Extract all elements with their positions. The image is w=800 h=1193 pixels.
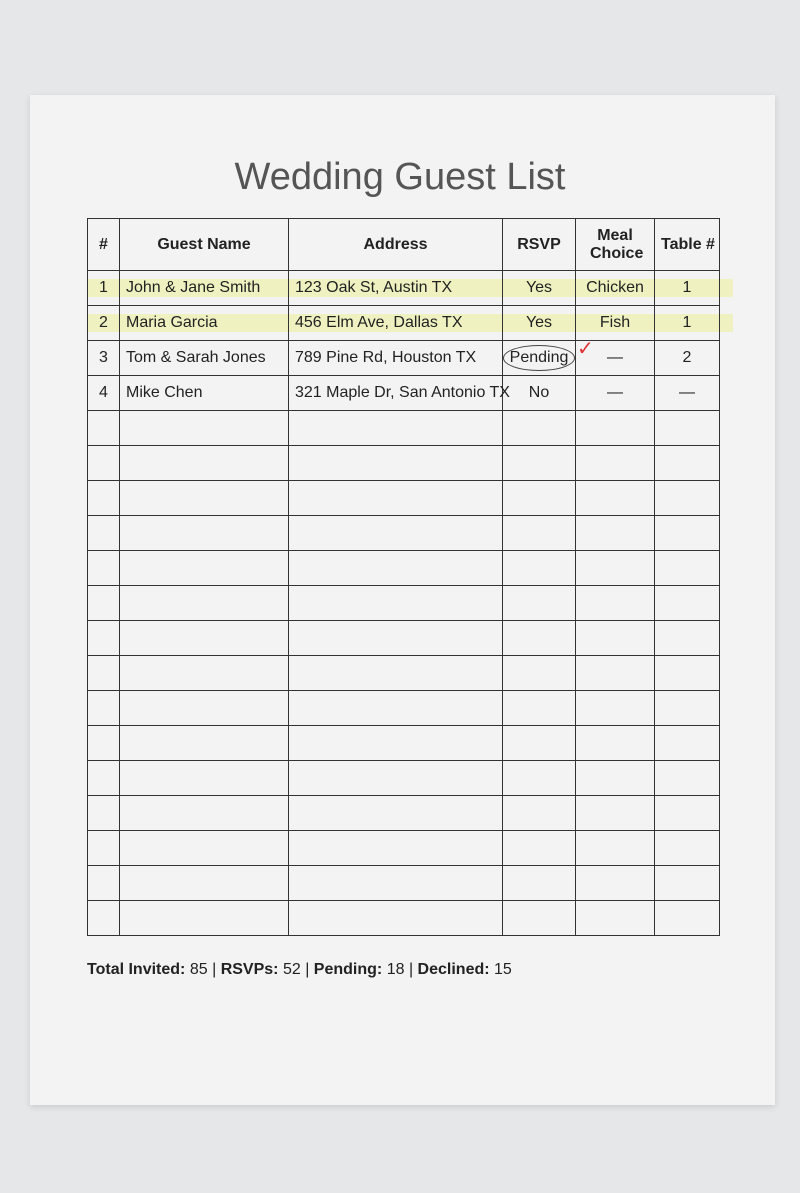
pending-value: 18 — [386, 961, 405, 978]
empty-cell — [576, 656, 655, 691]
empty-row — [88, 481, 720, 516]
empty-cell — [120, 656, 289, 691]
empty-cell — [88, 761, 120, 796]
empty-row — [88, 866, 720, 901]
separator: | — [408, 961, 414, 978]
empty-cell — [289, 901, 503, 936]
empty-cell — [503, 656, 576, 691]
cell-rsvp — [503, 376, 576, 411]
empty-cell — [120, 691, 289, 726]
empty-row — [88, 796, 720, 831]
empty-cell — [503, 726, 576, 761]
document-title: Wedding Guest List — [234, 156, 566, 198]
num-text: 4 — [99, 384, 108, 401]
empty-cell — [120, 621, 289, 656]
circled-rsvp: Pending — [503, 345, 576, 371]
cell-meal — [576, 271, 655, 306]
name-text: Mike Chen — [126, 384, 203, 401]
empty-cell — [503, 516, 576, 551]
cell-name — [120, 341, 289, 376]
empty-cell — [503, 796, 576, 831]
empty-cell — [289, 656, 503, 691]
empty-cell — [655, 691, 720, 726]
empty-row — [88, 831, 720, 866]
empty-cell — [655, 796, 720, 831]
table-row — [88, 341, 720, 376]
empty-cell — [88, 831, 120, 866]
meal-text: — — [607, 384, 623, 401]
empty-row — [88, 691, 720, 726]
cell-address — [289, 306, 503, 341]
cell-table — [655, 376, 720, 411]
table-text: 1 — [682, 279, 692, 296]
total-label: Total Invited: — [87, 961, 186, 978]
table-row — [88, 306, 720, 341]
name-text: Maria Garcia — [126, 314, 218, 331]
empty-cell — [655, 831, 720, 866]
empty-cell — [576, 551, 655, 586]
empty-row — [88, 516, 720, 551]
empty-cell — [88, 446, 120, 481]
cell-num — [88, 271, 120, 306]
empty-cell — [655, 761, 720, 796]
guest-table — [87, 218, 720, 936]
cell-rsvp — [503, 271, 576, 306]
summary-footer — [87, 961, 512, 979]
col-header: Guest Name — [120, 219, 289, 271]
empty-cell — [576, 761, 655, 796]
empty-cell — [289, 621, 503, 656]
empty-cell — [576, 481, 655, 516]
empty-cell — [88, 586, 120, 621]
empty-cell — [503, 446, 576, 481]
empty-cell — [576, 691, 655, 726]
header-row — [88, 219, 720, 271]
empty-cell — [503, 691, 576, 726]
cell-num — [88, 376, 120, 411]
empty-row — [88, 586, 720, 621]
empty-cell — [576, 411, 655, 446]
cell-num — [88, 341, 120, 376]
empty-row — [88, 411, 720, 446]
empty-cell — [120, 831, 289, 866]
meal-text: Fish — [599, 314, 631, 331]
rsvps-label: RSVPs: — [220, 961, 279, 978]
empty-cell — [576, 446, 655, 481]
table-text: — — [679, 384, 695, 401]
empty-cell — [88, 726, 120, 761]
cell-table — [655, 341, 720, 376]
rsvp-text: Yes — [525, 314, 553, 331]
empty-cell — [289, 761, 503, 796]
address-text: 789 Pine Rd, Houston TX — [295, 349, 477, 366]
col-header: Address — [289, 219, 503, 271]
empty-cell — [120, 796, 289, 831]
cell-rsvp — [503, 306, 576, 341]
declined-value: 15 — [494, 961, 512, 978]
empty-cell — [576, 901, 655, 936]
cell-address — [289, 341, 503, 376]
empty-cell — [289, 446, 503, 481]
rsvp-text: Yes — [525, 279, 553, 296]
empty-cell — [655, 481, 720, 516]
empty-cell — [88, 516, 120, 551]
empty-cell — [503, 866, 576, 901]
empty-cell — [88, 621, 120, 656]
empty-cell — [88, 691, 120, 726]
address-text: 123 Oak St, Austin TX — [295, 279, 453, 296]
cell-num — [88, 306, 120, 341]
empty-cell — [655, 586, 720, 621]
col-header: Meal Choice — [576, 219, 655, 271]
cell-address — [289, 271, 503, 306]
col-header: # — [88, 219, 120, 271]
num-text: 2 — [99, 314, 108, 331]
empty-cell — [503, 901, 576, 936]
empty-cell — [655, 726, 720, 761]
table-row — [88, 376, 720, 411]
empty-cell — [576, 621, 655, 656]
empty-cell — [120, 586, 289, 621]
checkmark-icon: ✓ — [577, 338, 594, 360]
separator: | — [305, 961, 310, 978]
rsvps-value: 52 — [282, 961, 301, 978]
empty-cell — [120, 726, 289, 761]
empty-row — [88, 726, 720, 761]
empty-cell — [503, 621, 576, 656]
name-text: Tom & Sarah Jones — [126, 349, 266, 366]
declined-label: Declined: — [417, 961, 490, 978]
empty-row — [88, 621, 720, 656]
rsvp-text: No — [528, 384, 550, 401]
empty-cell — [289, 691, 503, 726]
empty-row — [88, 551, 720, 586]
empty-cell — [88, 901, 120, 936]
empty-cell — [655, 411, 720, 446]
cell-name — [120, 271, 289, 306]
empty-cell — [503, 551, 576, 586]
empty-cell — [503, 481, 576, 516]
pending-label: Pending: — [313, 961, 383, 978]
empty-cell — [576, 516, 655, 551]
cell-rsvp — [503, 341, 576, 376]
empty-cell — [655, 866, 720, 901]
empty-cell — [88, 481, 120, 516]
cell-meal — [576, 376, 655, 411]
empty-cell — [576, 831, 655, 866]
empty-cell — [120, 446, 289, 481]
empty-cell — [503, 411, 576, 446]
empty-row — [88, 901, 720, 936]
empty-row — [88, 446, 720, 481]
empty-cell — [576, 726, 655, 761]
empty-cell — [655, 656, 720, 691]
empty-row — [88, 656, 720, 691]
empty-cell — [503, 761, 576, 796]
cell-name — [120, 376, 289, 411]
empty-cell — [120, 551, 289, 586]
address-text: 456 Elm Ave, Dallas TX — [295, 314, 463, 331]
empty-cell — [655, 551, 720, 586]
empty-cell — [289, 866, 503, 901]
empty-cell — [88, 796, 120, 831]
cell-table — [655, 306, 720, 341]
empty-cell — [655, 446, 720, 481]
empty-cell — [120, 516, 289, 551]
meal-text: Chicken — [586, 279, 644, 296]
empty-cell — [120, 866, 289, 901]
table-text: 2 — [682, 349, 692, 366]
empty-cell — [503, 586, 576, 621]
empty-cell — [289, 726, 503, 761]
cell-address — [289, 376, 510, 411]
separator: | — [212, 961, 217, 978]
meal-text: — — [607, 349, 623, 366]
empty-cell — [289, 481, 503, 516]
empty-cell — [88, 866, 120, 901]
num-text: 1 — [99, 279, 108, 296]
empty-cell — [289, 586, 503, 621]
empty-cell — [289, 411, 503, 446]
empty-cell — [655, 516, 720, 551]
empty-cell — [576, 796, 655, 831]
empty-row — [88, 761, 720, 796]
cell-table — [655, 271, 720, 306]
total-value: 85 — [189, 961, 208, 978]
empty-cell — [88, 551, 120, 586]
cell-name — [120, 306, 289, 341]
empty-cell — [576, 586, 655, 621]
empty-cell — [120, 901, 289, 936]
col-header: RSVP — [503, 219, 576, 271]
empty-cell — [576, 866, 655, 901]
empty-cell — [289, 551, 503, 586]
empty-cell — [289, 516, 503, 551]
empty-cell — [120, 411, 289, 446]
name-text: John & Jane Smith — [126, 279, 261, 296]
empty-cell — [120, 761, 289, 796]
empty-cell — [655, 901, 720, 936]
col-header: Table # — [655, 219, 720, 271]
empty-cell — [503, 831, 576, 866]
empty-cell — [88, 411, 120, 446]
empty-cell — [120, 481, 289, 516]
table-row — [88, 271, 720, 306]
empty-cell — [88, 656, 120, 691]
table-text: 1 — [682, 314, 692, 331]
empty-cell — [289, 831, 503, 866]
empty-cell — [289, 796, 503, 831]
empty-cell — [655, 621, 720, 656]
num-text: 3 — [99, 349, 108, 366]
address-text: 321 Maple Dr, San Antonio TX — [295, 384, 510, 401]
